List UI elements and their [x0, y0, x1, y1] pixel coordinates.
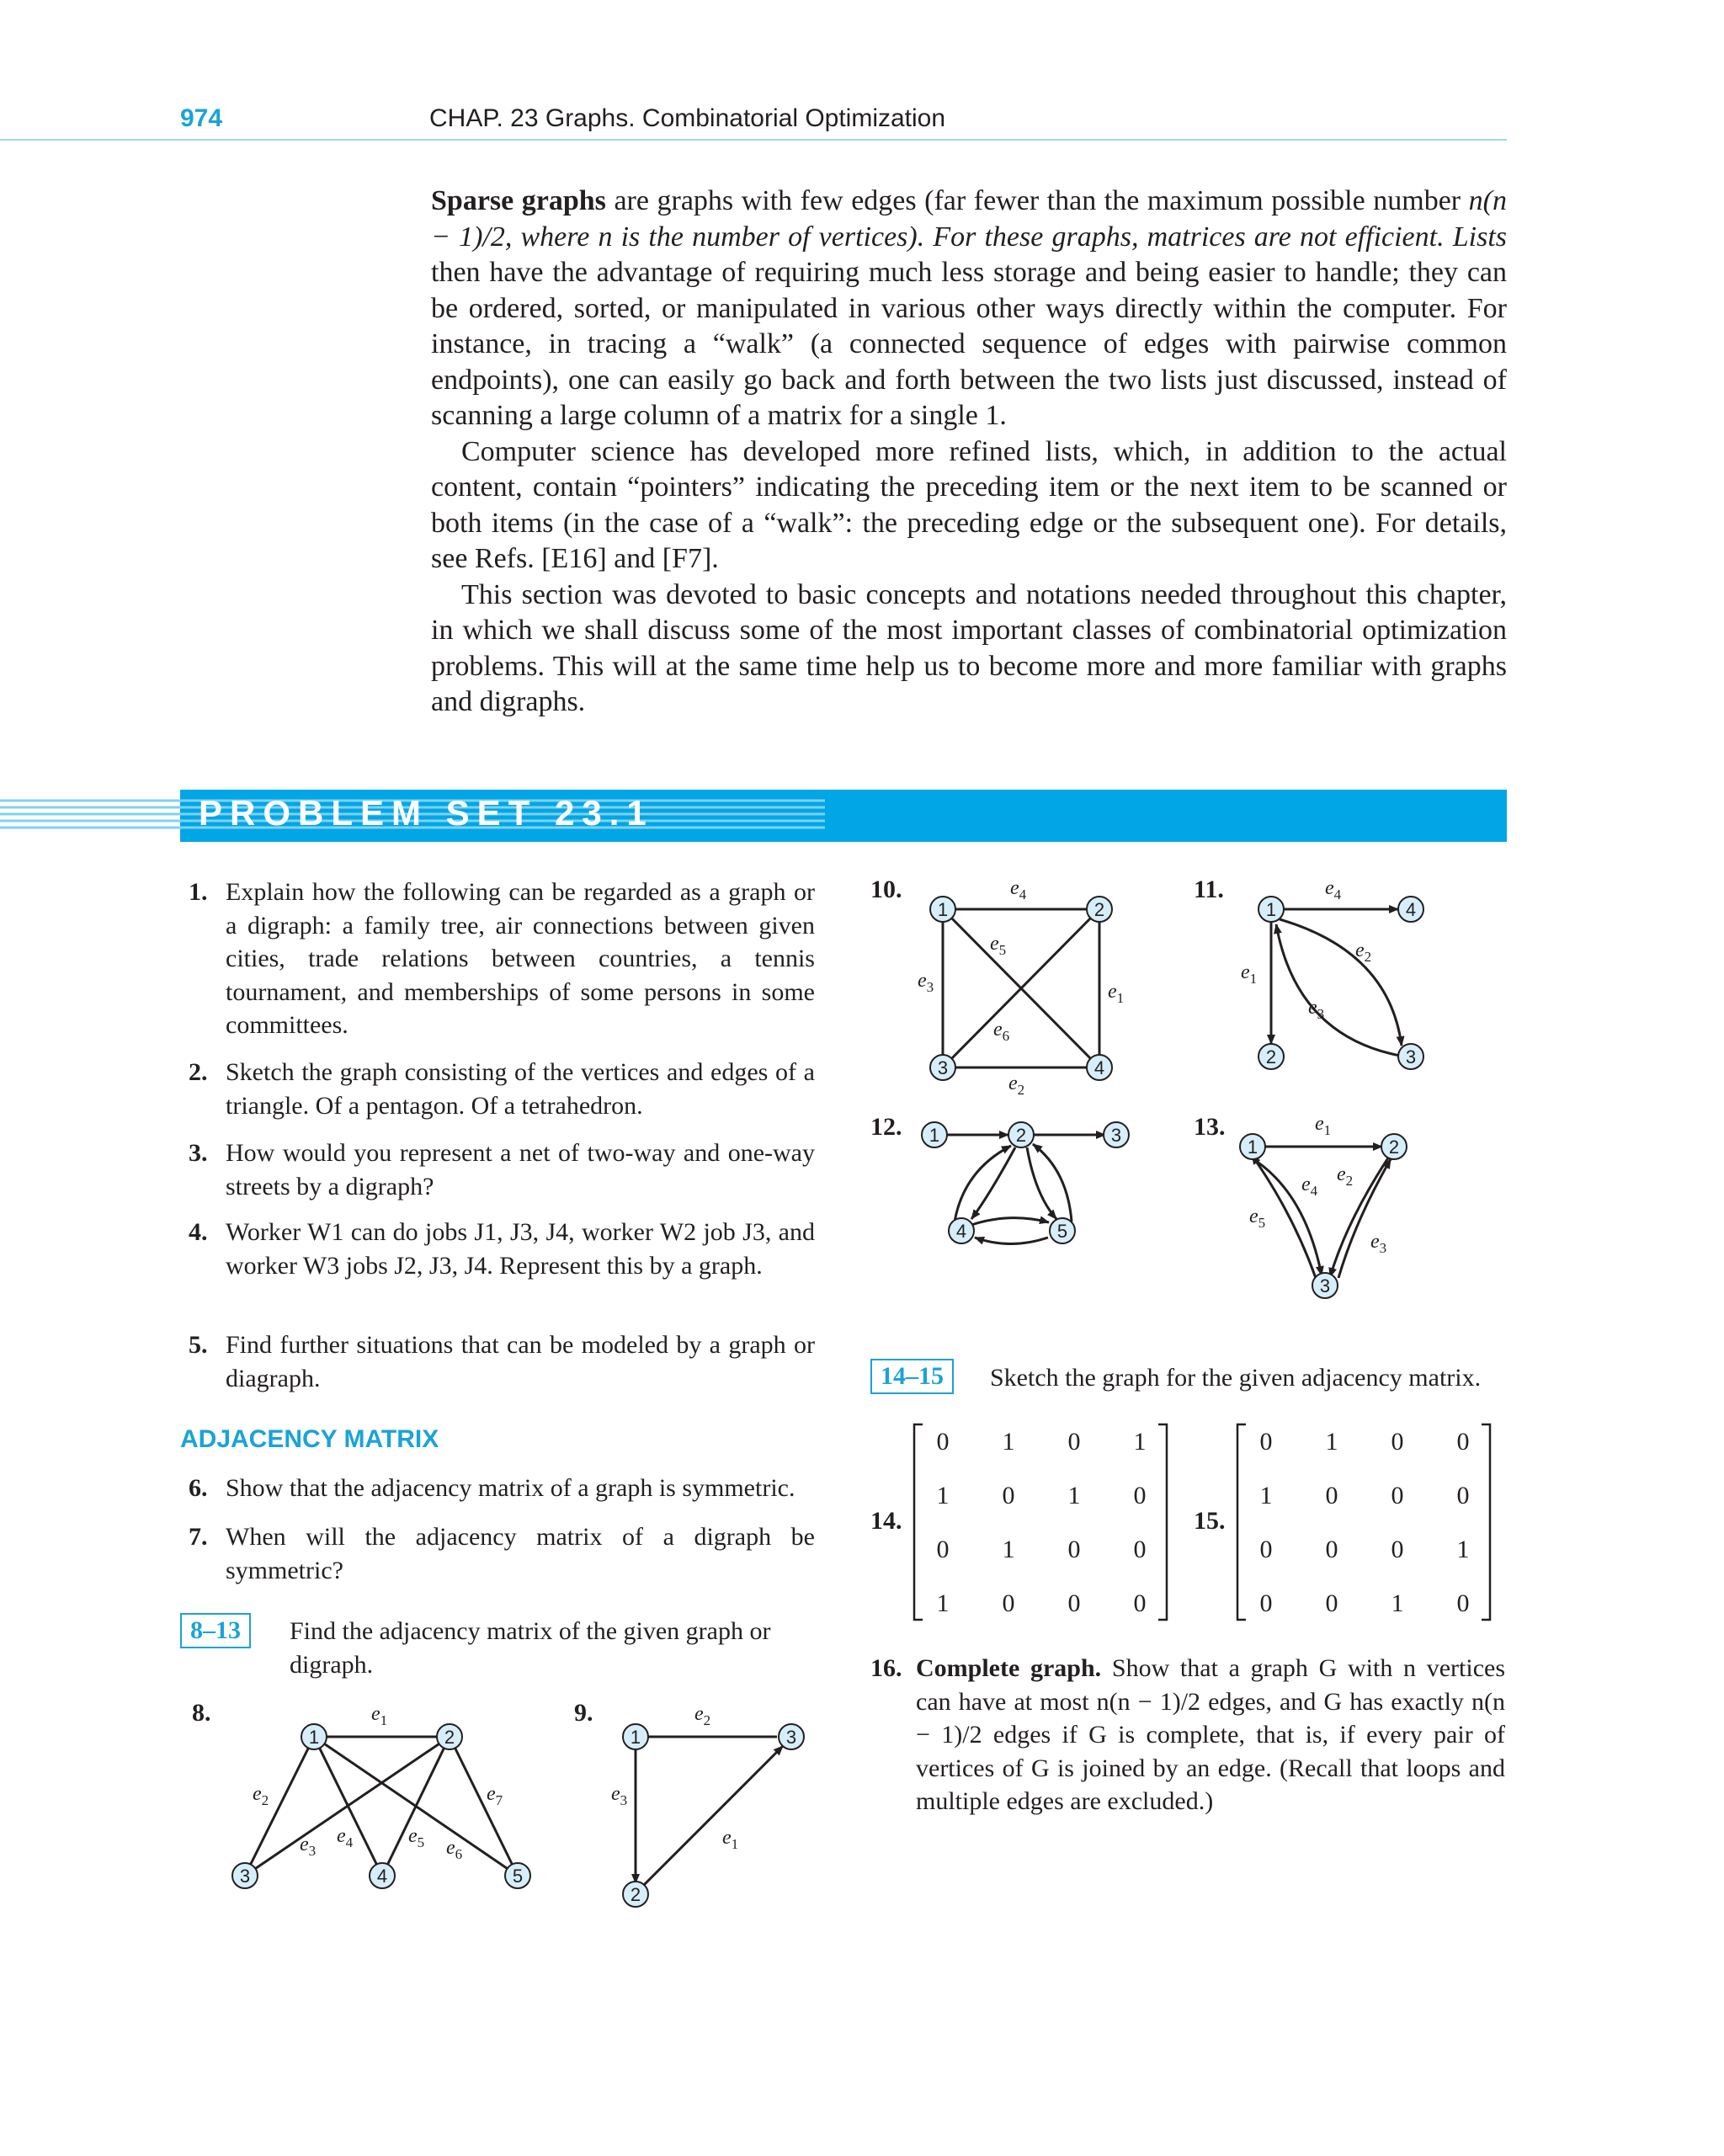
intro-paragraph-2: Computer science has developed more refined lists, which, in addition to the actual content, contain “pointers” indicating the preceding item or the next item to be scanned or both items (in the case of a “walk”: the preceding edge or the subsequent one). For details, see Refs. [E16] and [F7].	[431, 435, 1507, 574]
figure-8-graph	[219, 1692, 556, 1894]
problem-text: Worker W1 can do jobs J1, J3, J4, worker W2 job J3, and worker W3 jobs J2, J3, J4. Represent this by a graph.	[226, 1218, 815, 1280]
matrix-cell: 1	[1391, 1589, 1404, 1617]
edge-label-e1: $e_1$	[1315, 1113, 1332, 1138]
vertex-label: 2	[1015, 1125, 1027, 1146]
edge-subscript: 2	[1364, 949, 1372, 965]
matrix-cell: 1	[1002, 1428, 1015, 1456]
edge-subscript: 6	[1002, 1028, 1010, 1044]
edge-label-e3: $e_3$	[1308, 997, 1325, 1022]
matrix-cell: 1	[1002, 1536, 1015, 1563]
vertex-label: 3	[239, 1866, 251, 1887]
vertex-label: 1	[1265, 899, 1277, 920]
edge-subscript: 5	[1258, 1215, 1266, 1231]
edge-subscript: 1	[1116, 990, 1125, 1006]
problem-number: 4.	[189, 1218, 208, 1246]
matrix-cell: 0	[1133, 1589, 1147, 1617]
vertex-label: 3	[937, 1057, 949, 1078]
problem-number: 2.	[189, 1058, 208, 1086]
range-box-14-15: 14–15	[870, 1359, 954, 1394]
matrix-cell: 0	[1002, 1589, 1015, 1617]
problem-1	[189, 876, 815, 1042]
vertex-label: 3	[1405, 1046, 1417, 1067]
figure-11-digraph	[1229, 867, 1465, 1086]
edge-subscript: 4	[1333, 886, 1342, 902]
problem-number: 5.	[189, 1331, 208, 1359]
problem-number: 1.	[189, 878, 208, 906]
matrix-cell: 0	[1259, 1536, 1273, 1563]
edge-label-e7: $e_7$	[487, 1783, 503, 1808]
edge-subscript: 2	[703, 1712, 711, 1728]
edge-label-e1: $e_1$	[722, 1827, 739, 1852]
edge-label-e4: $e_4$	[1325, 877, 1342, 902]
matrix-cell: 1	[1259, 1482, 1273, 1509]
matrix-15-cells	[1260, 1428, 1470, 1617]
intro-paragraph-1	[431, 184, 1507, 434]
intro-p1-part-e: then have the advantage of requiring much less storage and being easier to handle; they can be ordered, sorted, or manipulated in various other ways directly within the computer. For instance, in tracing a “walk” (a connected sequence of edges with pairwise common endpoints), one can easily go back and forth between the two lists just discussed, instead of scanning a large column of a matrix for a single 1.	[431, 257, 1507, 431]
vertex-label: 3	[1110, 1125, 1122, 1146]
vertex-label: 1	[1247, 1137, 1258, 1158]
vertex-label: 2	[630, 1884, 641, 1905]
problem-16	[870, 1652, 1505, 1818]
vertex-label: 2	[1093, 899, 1105, 920]
problem-number: 6.	[189, 1474, 208, 1502]
matrix-cell: 0	[936, 1428, 950, 1456]
intro-p1-part-a: are graphs with few edges (far fewer than the maximum possible number	[605, 185, 1469, 216]
problem-2	[189, 1056, 815, 1122]
header-rule	[0, 139, 1507, 141]
vertex-label: 2	[1265, 1046, 1277, 1067]
edge-label-e3: $e_3$	[918, 970, 934, 995]
vertex-label: 5	[512, 1866, 524, 1887]
edge-label-e1: $e_1$	[1241, 961, 1258, 987]
matrix-cell: 0	[1325, 1482, 1338, 1509]
vertex-label: 1	[929, 1125, 940, 1146]
figure-9-digraph	[589, 1692, 808, 1911]
edge-subscript: 1	[1249, 971, 1258, 987]
edge-subscript: 2	[1017, 1082, 1025, 1098]
edge-label-e5: $e_5$	[408, 1825, 425, 1850]
problem-number: 16.	[870, 1654, 902, 1682]
edge-subscript: 2	[261, 1792, 269, 1808]
intro-p1-part-c: n(n − 1)/2, where n is the number of vertices). For these graphs, matrices are not efficient.	[431, 185, 1507, 253]
problem-title: Complete graph.	[916, 1654, 1102, 1682]
vertex-label: 4	[1093, 1057, 1105, 1078]
matrix-cell: 1	[1133, 1428, 1147, 1456]
vertex-label: 3	[1319, 1275, 1331, 1296]
range-box-8-13: 8–13	[180, 1613, 251, 1648]
vertex-label: 4	[376, 1866, 388, 1887]
matrix-cell: 0	[1002, 1482, 1015, 1509]
matrix-cell: 1	[1067, 1482, 1081, 1509]
matrix-cell: 0	[1325, 1589, 1338, 1617]
edge-label-e4: $e_4$	[1010, 877, 1027, 902]
figure-label-13: 13.	[1194, 1113, 1226, 1141]
problem-3	[189, 1137, 815, 1203]
edge-subscript: 3	[1317, 1006, 1325, 1022]
problem-number: 7.	[189, 1523, 208, 1551]
chapter-title: CHAP. 23 Graphs. Combinatorial Optimization	[429, 104, 946, 132]
problem-text: Show that a graph G with n vertices can have at most n(n − 1)/2 edges, and G has exactly n(n − 1)/2 edges if G is complete, that is, if every pair of vertices of G is joined by an edge. (Recall that loops and multiple edges are excluded.)	[916, 1654, 1505, 1815]
edge-subscript: 7	[495, 1792, 503, 1808]
matrix-cell: 0	[1456, 1482, 1470, 1509]
problem-text: How would you represent a net of two-way and one-way streets by a digraph?	[226, 1139, 815, 1200]
problem-text: When will the adjacency matrix of a digraph be symmetric?	[226, 1523, 815, 1584]
problem-4	[189, 1216, 815, 1282]
problem-6	[189, 1472, 815, 1505]
matrix-cell: 0	[1259, 1428, 1273, 1456]
matrix-cell: 0	[1456, 1589, 1470, 1617]
matrix-label-14: 14.	[870, 1507, 902, 1535]
figure-label-11: 11.	[1194, 876, 1224, 903]
figure-label-12: 12.	[870, 1113, 902, 1141]
vertex-label: 2	[444, 1727, 455, 1748]
matrix-label-15: 15.	[1194, 1507, 1226, 1535]
vertex-label: 5	[1056, 1221, 1068, 1242]
figure-label-8: 8.	[192, 1699, 211, 1727]
problem-text: Explain how the following can be regarded as a graph or a digraph: a family tree, air connections between given cities, trade relations between countries, a tennis tournament, and memberships of some persons in some committees.	[226, 878, 815, 1039]
edge-label-e4: $e_4$	[337, 1825, 354, 1850]
intro-text	[431, 184, 1507, 721]
vertex-label: 4	[955, 1221, 967, 1242]
matrix-cell: 0	[1067, 1589, 1081, 1617]
section-heading-adjacency: ADJACENCY MATRIX	[180, 1425, 439, 1453]
matrix-cell: 0	[1456, 1428, 1470, 1456]
matrix-14-cells	[937, 1428, 1147, 1617]
vertex-label: 2	[1388, 1137, 1400, 1158]
matrix-cell: 1	[936, 1482, 950, 1509]
problem-number: 3.	[189, 1139, 208, 1167]
range-8-13-instruction: Find the adjacency matrix of the given graph or digraph.	[290, 1617, 771, 1679]
edge-label-e6: $e_6$	[446, 1837, 463, 1862]
problem-5	[189, 1328, 815, 1395]
problem-7	[189, 1520, 815, 1587]
edge-label-e1: $e_1$	[1108, 981, 1125, 1006]
matrix-cell: 0	[936, 1536, 950, 1563]
edge-subscript: 1	[1323, 1122, 1332, 1138]
problem-text: Find further situations that can be modeled by a graph or diagraph.	[226, 1331, 815, 1392]
problem-text: Show that the adjacency matrix of a graph is symmetric.	[226, 1474, 795, 1502]
figure-label-10: 10.	[870, 876, 902, 903]
edge-label-e2: $e_2$	[694, 1703, 711, 1728]
edge-subscript: 4	[1019, 886, 1027, 902]
matrix-cell: 0	[1391, 1428, 1404, 1456]
edge-label-e3: $e_3$	[1370, 1231, 1387, 1256]
vertex-label: 3	[785, 1727, 797, 1748]
matrix-cell: 0	[1133, 1482, 1147, 1509]
edge-label-e3: $e_3$	[300, 1834, 317, 1859]
matrix-14	[909, 1421, 1179, 1623]
edge-label-e5: $e_5$	[1249, 1206, 1266, 1231]
edge-subscript: 3	[1379, 1240, 1387, 1256]
matrix-cell: 0	[1067, 1428, 1081, 1456]
term-lists: Lists	[1452, 221, 1507, 253]
figure-13-digraph	[1229, 1111, 1465, 1313]
edge-subscript: 5	[998, 942, 1007, 958]
edge-subscript: 1	[380, 1712, 388, 1728]
matrix-cell: 0	[1133, 1536, 1147, 1563]
figure-10-graph	[909, 867, 1162, 1111]
edge-subscript: 3	[308, 1843, 317, 1859]
vertex-label: 1	[630, 1727, 641, 1748]
vertex-label: 1	[937, 899, 949, 920]
matrix-cell: 1	[1456, 1536, 1470, 1563]
edge-label-e4: $e_4$	[1301, 1174, 1318, 1199]
matrix-15	[1232, 1421, 1502, 1623]
matrix-cell: 1	[1325, 1428, 1338, 1456]
vertex-label: 4	[1405, 899, 1417, 920]
vertex-label: 1	[308, 1727, 320, 1748]
edge-label-e2: $e_2$	[1008, 1073, 1025, 1098]
edge-label-e3: $e_3$	[611, 1783, 628, 1808]
range-14-15-instruction: Sketch the graph for the given adjacency matrix.	[990, 1364, 1482, 1392]
edge-label-e1: $e_1$	[371, 1703, 388, 1728]
edge-subscript: 3	[926, 979, 934, 995]
edge-subscript: 2	[1345, 1173, 1354, 1189]
edge-label-e6: $e_6$	[993, 1019, 1010, 1044]
matrix-cell: 0	[1325, 1536, 1338, 1563]
page-number: 974	[180, 104, 223, 132]
matrix-cell: 0	[1067, 1536, 1081, 1563]
edge-subscript: 4	[1310, 1183, 1318, 1199]
edge-label-e2: $e_2$	[1337, 1163, 1354, 1189]
edge-subscript: 6	[455, 1846, 463, 1862]
edge-subscript: 3	[620, 1792, 628, 1808]
problem-set-title: PROBLEM SET 23.1	[199, 793, 654, 833]
edge-subscript: 1	[731, 1836, 739, 1852]
edge-label-e2: $e_2$	[253, 1783, 269, 1808]
intro-paragraph-3: This section was devoted to basic concepts and notations needed throughout this chapter, in which we shall discuss some of the most important classes of combinatorial optimization problems. This will at the same time help us to become more and more familiar with graphs and digraphs.	[431, 578, 1507, 717]
figure-label-9: 9.	[574, 1699, 593, 1727]
matrix-cell: 0	[1391, 1536, 1404, 1563]
edge-subscript: 5	[417, 1834, 425, 1850]
matrix-cell: 1	[936, 1589, 950, 1617]
edge-label-e2: $e_2$	[1355, 940, 1372, 965]
edge-label-e5: $e_5$	[990, 933, 1007, 958]
matrix-cell: 0	[1259, 1589, 1273, 1617]
figure-12-digraph	[909, 1111, 1145, 1254]
edge-subscript: 4	[345, 1834, 354, 1850]
problem-text: Sketch the graph consisting of the vertices and edges of a triangle. Of a pentagon. Of a tetrahedron.	[226, 1058, 815, 1120]
matrix-cell: 0	[1391, 1482, 1404, 1509]
term-sparse-graphs: Sparse graphs	[431, 185, 606, 216]
